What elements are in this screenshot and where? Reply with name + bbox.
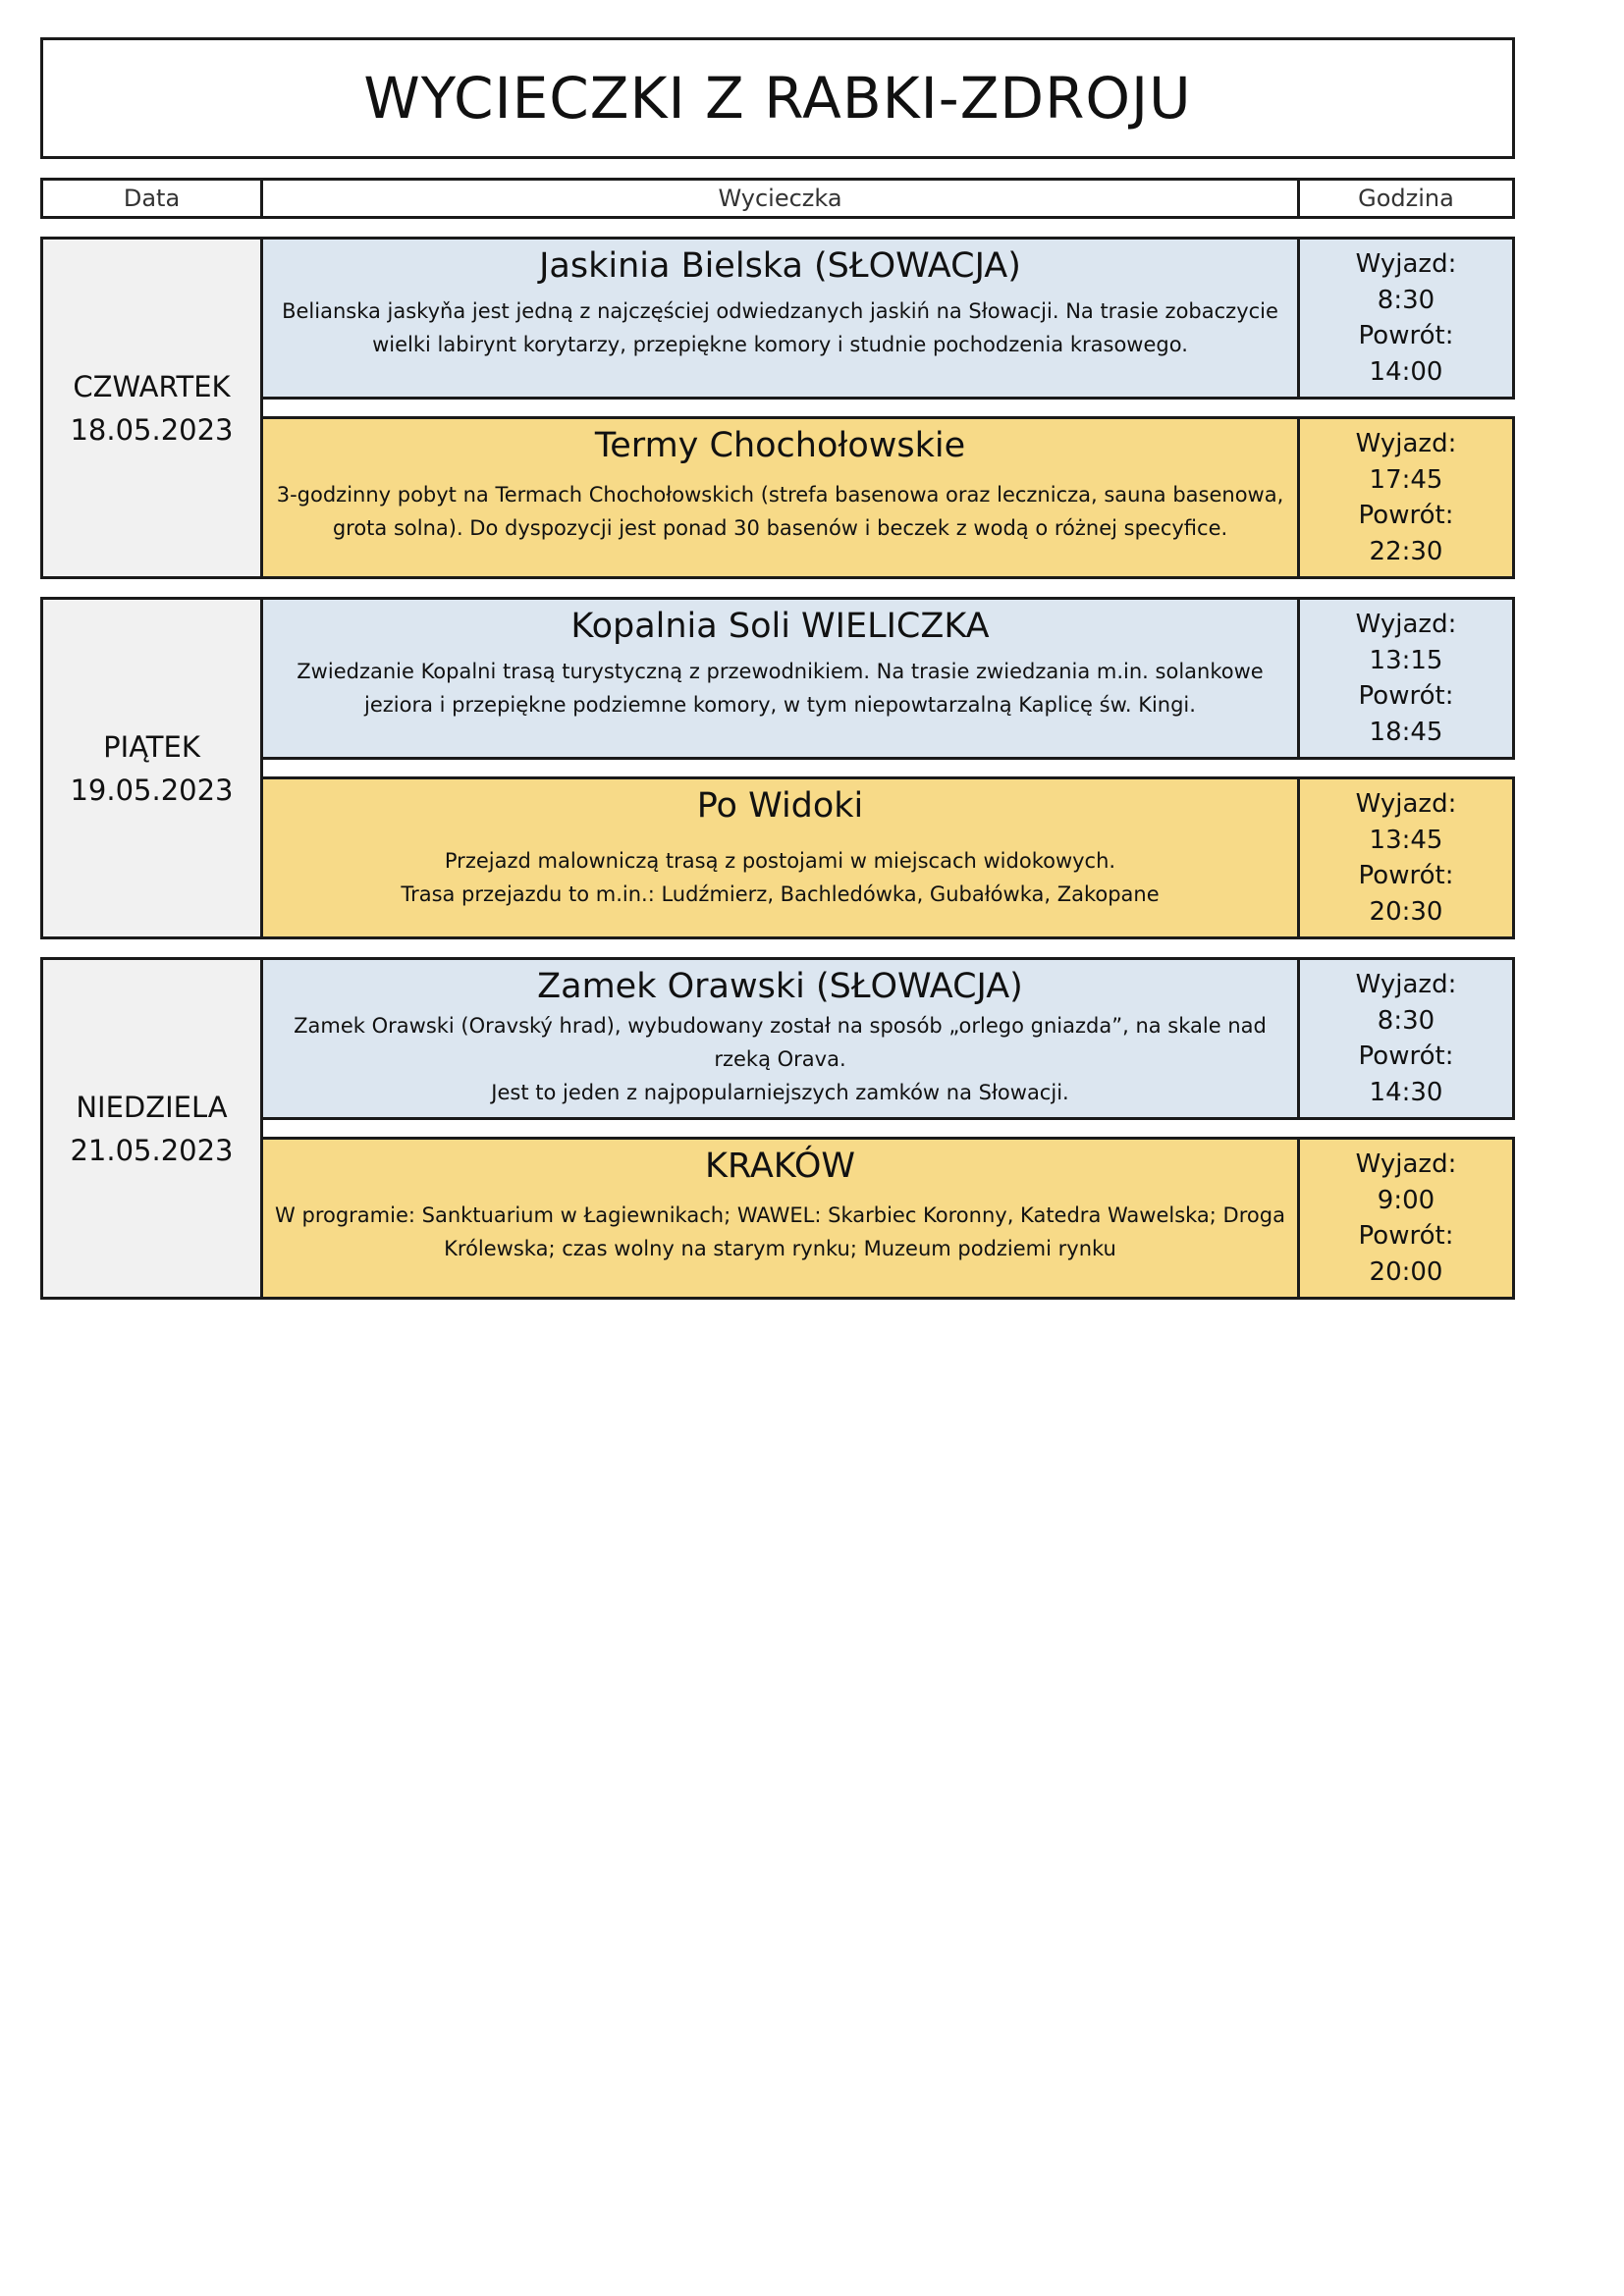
departure-label: Wyjazd:	[1355, 429, 1457, 458]
departure-time: 13:15	[1369, 645, 1443, 675]
page-title: WYCIECZKI Z RABKI-ZDROJU	[40, 37, 1515, 159]
header-date: Data	[40, 178, 263, 219]
trip-description-line: Zwiedzanie Kopalni trasą turystyczną z przewodnikiem. Na trasie zwiedzania m.in. solankowe jeziora i przepiękne podziemne komory, w tym niepowtarzalną Kaplicę św. Kingi.	[297, 660, 1264, 717]
departure-label: Wyjazd:	[1355, 249, 1457, 279]
return-label: Powrót:	[1358, 501, 1454, 530]
day-name: CZWARTEK	[73, 369, 231, 403]
trip-description	[275, 1199, 1285, 1265]
day-date: 19.05.2023	[70, 773, 234, 807]
trip-name: KRAKÓW	[705, 1147, 855, 1186]
trip-name: Jaskinia Bielska (SŁOWACJA)	[539, 246, 1021, 286]
departure-label: Wyjazd:	[1355, 1149, 1457, 1179]
return-time: 20:30	[1369, 896, 1443, 927]
trip-times	[1297, 957, 1515, 1120]
return-time: 18:45	[1369, 717, 1443, 747]
trip-description-line: W programie: Sanktuarium w Łagiewnikach; WAWEL: Skarbiec Koronny, Katedra Wawelska; Droga Królewska; czas wolny na starym rynku; Muzeum podziemi rynku	[275, 1203, 1285, 1260]
return-label: Powrót:	[1358, 861, 1454, 890]
trip-times	[1297, 237, 1515, 400]
trip-description	[275, 478, 1285, 545]
return-label: Powrót:	[1358, 321, 1454, 350]
trip-description-line: Jest to jeden z najpopularniejszych zamków na Słowacji.	[491, 1081, 1069, 1104]
day-cell-friday	[40, 597, 263, 939]
departure-time: 8:30	[1377, 285, 1435, 315]
departure-time: 8:30	[1377, 1005, 1435, 1036]
day-date: 18.05.2023	[70, 412, 234, 447]
trip-description-line: Belianska jaskyňa jest jedną z najczęściej odwiedzanych jaskiń na Słowacji. Na trasie zobaczycie wielki labirynt korytarzy, przepiękne komory i studnie pochodzenia krasowego.	[282, 299, 1278, 356]
return-time: 14:00	[1369, 356, 1443, 387]
trip-krakow	[260, 1137, 1300, 1300]
return-label: Powrót:	[1358, 681, 1454, 711]
departure-time: 17:45	[1369, 464, 1443, 495]
departure-time: 9:00	[1377, 1185, 1435, 1215]
trip-description	[275, 294, 1285, 361]
trip-description	[401, 844, 1159, 911]
day-cell-sunday	[40, 957, 263, 1300]
trip-description-line: Przejazd malowniczą trasą z postojami w miejscach widokowych.	[444, 849, 1116, 873]
trip-times	[1297, 776, 1515, 939]
trip-description	[275, 1009, 1285, 1109]
trip-times	[1297, 597, 1515, 760]
header-time: Godzina	[1297, 178, 1515, 219]
day-name: PIĄTEK	[103, 729, 200, 764]
trip-po-widoki	[260, 776, 1300, 939]
trip-name: Po Widoki	[696, 786, 864, 826]
return-time: 14:30	[1369, 1077, 1443, 1107]
day-name: NIEDZIELA	[76, 1090, 228, 1124]
trip-description-line: Trasa przejazdu to m.in.: Ludźmierz, Bachledówka, Gubałówka, Zakopane	[401, 882, 1160, 906]
day-cell-thursday	[40, 237, 263, 579]
trip-description-line: 3-godzinny pobyt na Termach Chochołowskich (strefa basenowa oraz lecznicza, sauna basenowa, grota solna). Do dyspozycji jest ponad 30 basenów i beczek z wodą o różnej specyfice.	[276, 483, 1284, 540]
departure-time: 13:45	[1369, 825, 1443, 855]
departure-label: Wyjazd:	[1355, 970, 1457, 999]
return-time: 22:30	[1369, 536, 1443, 566]
header-trip: Wycieczka	[260, 178, 1300, 219]
day-date: 21.05.2023	[70, 1133, 234, 1167]
trip-kopalnia-wieliczka	[260, 597, 1300, 760]
trip-times	[1297, 1137, 1515, 1300]
trip-description-line: Zamek Orawski (Oravský hrad), wybudowany został na sposób „orlego gniazda”, na skale nad rzeką Orava.	[294, 1014, 1267, 1071]
trip-zamek-orawski	[260, 957, 1300, 1120]
return-time: 20:00	[1369, 1256, 1443, 1287]
trip-termy-chocholowskie	[260, 416, 1300, 579]
trip-name: Zamek Orawski (SŁOWACJA)	[537, 967, 1023, 1006]
departure-label: Wyjazd:	[1355, 789, 1457, 819]
trip-jaskinia-bielska	[260, 237, 1300, 400]
departure-label: Wyjazd:	[1355, 610, 1457, 639]
return-label: Powrót:	[1358, 1041, 1454, 1071]
trip-name: Termy Chochołowskie	[594, 426, 966, 465]
trip-times	[1297, 416, 1515, 579]
trip-name: Kopalnia Soli WIELICZKA	[570, 607, 990, 646]
trip-description	[275, 655, 1285, 721]
return-label: Powrót:	[1358, 1221, 1454, 1251]
